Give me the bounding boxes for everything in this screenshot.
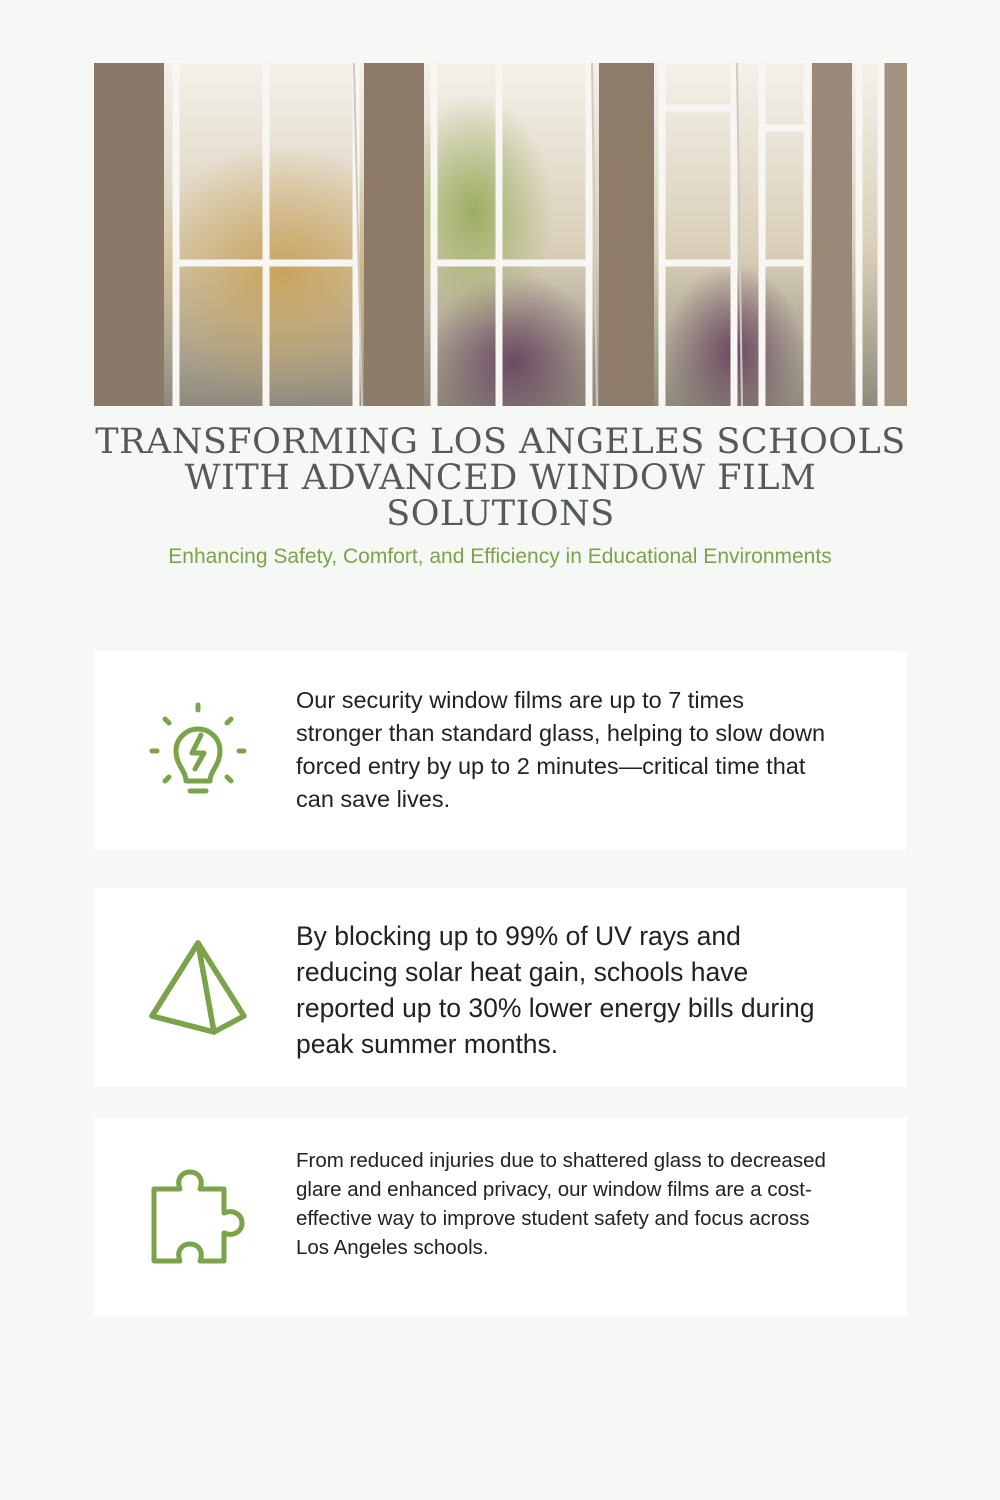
feature-text-security: Our security window films are up to 7 times stronger than standard glass, helping to slow down forced entry by up to 2 minutes—critical time that can save lives. [296, 687, 826, 812]
page-title: TRANSFORMING LOS ANGELES SCHOOLS WITH ADVANCED WINDOW FILM SOLUTIONS [95, 422, 906, 534]
feature-text-energy: By blocking up to 99% of UV rays and reducing solar heat gain, schools have reported up to 30% lower energy bills during peak summer months. [296, 921, 815, 1059]
puzzle-piece-icon [148, 1167, 248, 1267]
feature-card-security [94, 651, 907, 850]
pyramid-icon [148, 938, 248, 1038]
window-photo [94, 63, 907, 406]
feature-card-benefits [94, 1117, 907, 1316]
feature-text-benefits: From reduced injuries due to shattered glass to decreased glare and enhanced privacy, our window films are a cost-effective way to improve student safety and focus across Los Angeles schools. [296, 1149, 826, 1259]
lightbulb-bolt-icon [148, 701, 248, 801]
hero-image [94, 63, 907, 406]
feature-card-energy [94, 888, 907, 1087]
page-subtitle: Enhancing Safety, Comfort, and Efficiency in Educational Environments [168, 545, 832, 568]
